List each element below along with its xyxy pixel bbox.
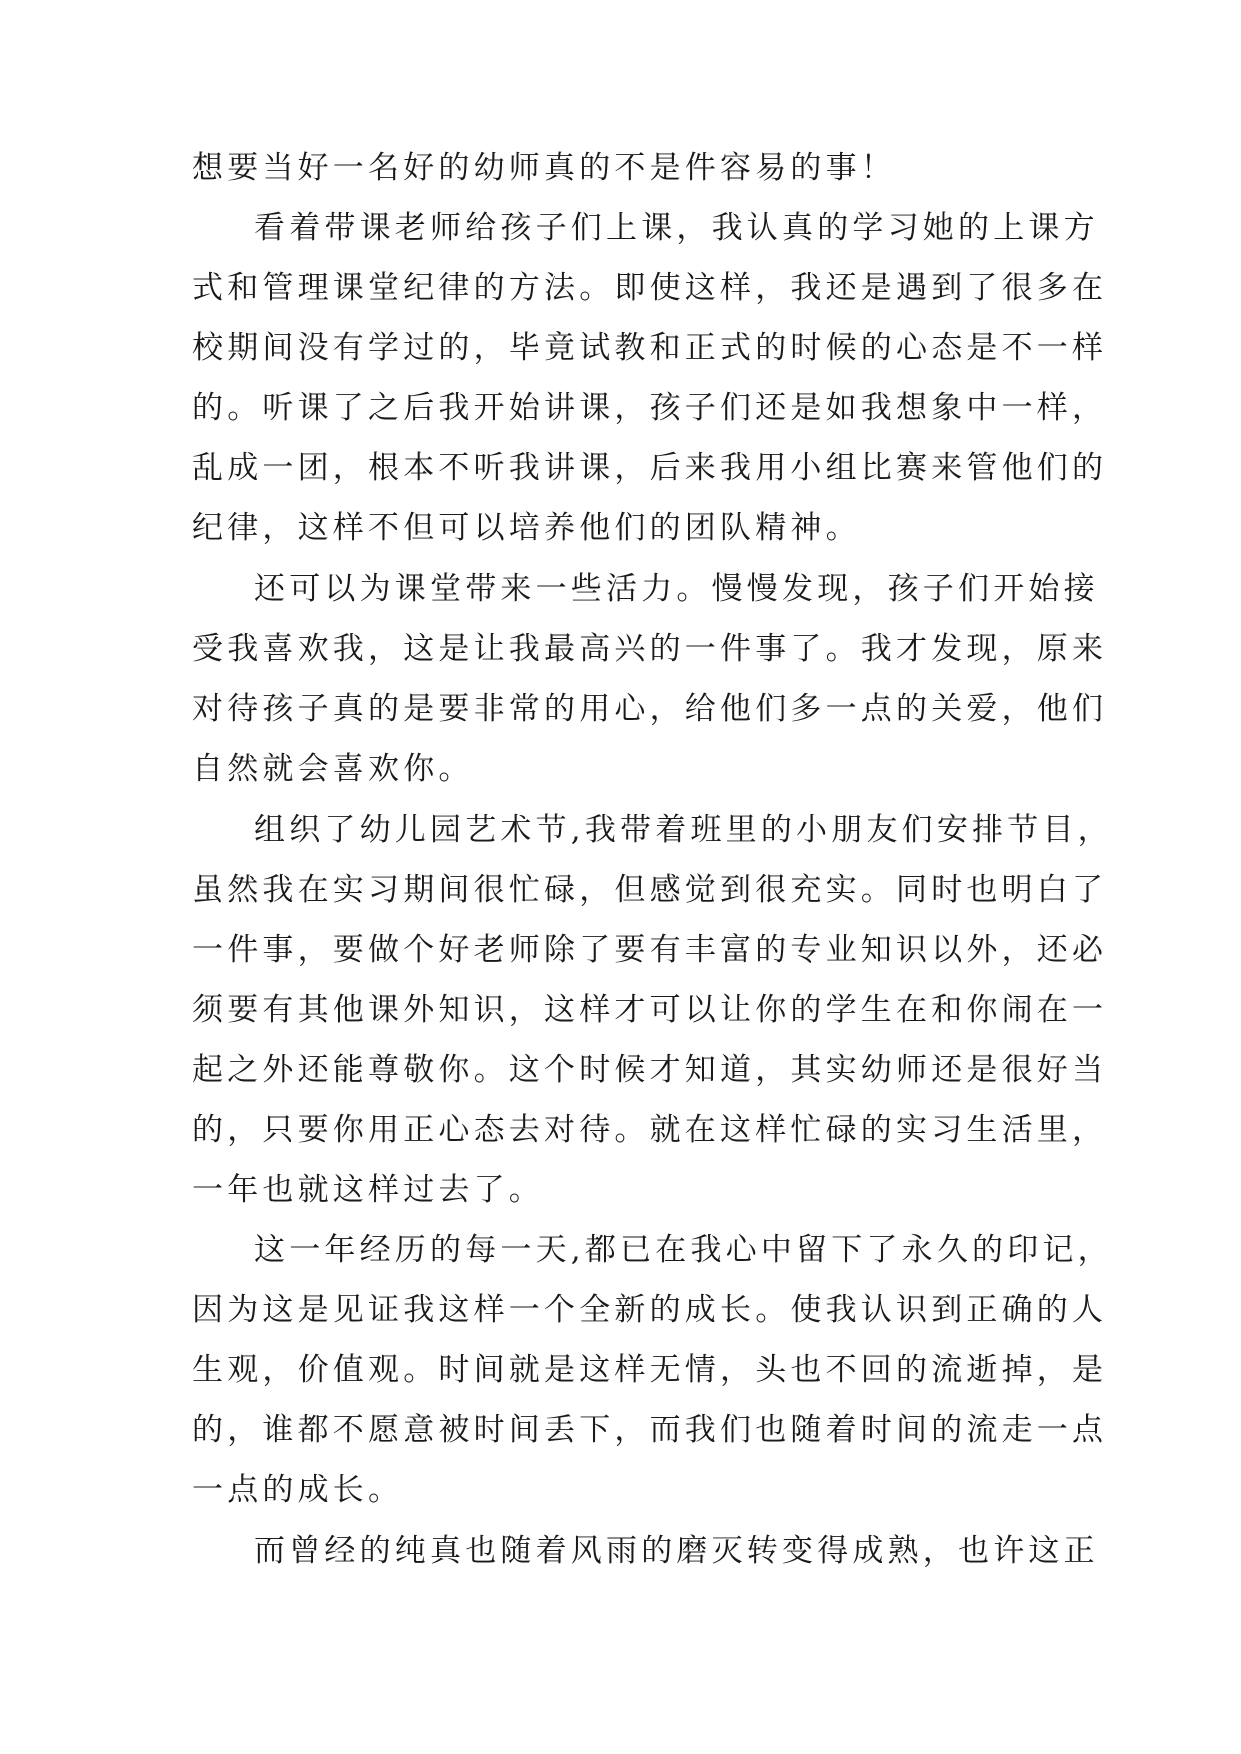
text-line: 一年也就这样过去了。 bbox=[192, 1172, 544, 1208]
text-line: 受我喜欢我，这是让我最高兴的一件事了。我才发现，原来 bbox=[192, 631, 1108, 667]
text-line: 校期间没有学过的，毕竟试教和正式的时候的心态是不一样 bbox=[192, 330, 1108, 366]
text-line: 的。听课了之后我开始讲课，孩子们还是如我想象中一样， bbox=[192, 390, 1108, 426]
text-line: 想要当好一名好的幼师真的不是件容易的事！ bbox=[192, 150, 896, 186]
paragraph-first-line: 看着带课老师给孩子们上课，我认真的学习她的上课方 bbox=[254, 210, 1099, 246]
paragraph-first-line: 还可以为课堂带来一些活力。慢慢发现，孩子们开始接 bbox=[254, 571, 1099, 607]
paragraph-first-line: 这一年经历的每一天,都已在我心中留下了永久的印记， bbox=[254, 1232, 1113, 1268]
text-line: 因为这是见证我这样一个全新的成长。使我认识到正确的人 bbox=[192, 1292, 1108, 1328]
paragraph-first-line: 组织了幼儿园艺术节,我带着班里的小朋友们安排节目， bbox=[254, 812, 1113, 848]
text-line: 起之外还能尊敬你。这个时候才知道，其实幼师还是很好当 bbox=[192, 1052, 1108, 1088]
text-line: 虽然我在实习期间很忙碌，但感觉到很充实。同时也明白了 bbox=[192, 872, 1108, 908]
text-line: 乱成一团，根本不听我讲课，后来我用小组比赛来管他们的 bbox=[192, 450, 1108, 486]
text-line: 的，谁都不愿意被时间丢下，而我们也随着时间的流走一点 bbox=[192, 1412, 1108, 1448]
paragraph-first-line: 而曾经的纯真也随着风雨的磨灭转变得成熟，也许这正 bbox=[254, 1533, 1099, 1569]
text-line: 一件事，要做个好老师除了要有丰富的专业知识以外，还必 bbox=[192, 932, 1108, 968]
text-line: 须要有其他课外知识，这样才可以让你的学生在和你闹在一 bbox=[192, 992, 1108, 1028]
text-line: 的，只要你用正心态去对待。就在这样忙碌的实习生活里， bbox=[192, 1112, 1108, 1148]
text-line: 式和管理课堂纪律的方法。即使这样，我还是遇到了很多在 bbox=[192, 270, 1108, 306]
text-line: 自然就会喜欢你。 bbox=[192, 751, 474, 787]
text-line: 生观，价值观。时间就是这样无情，头也不回的流逝掉，是 bbox=[192, 1352, 1108, 1388]
text-line: 纪律，这样不但可以培养他们的团队精神。 bbox=[192, 510, 861, 546]
text-line: 对待孩子真的是要非常的用心，给他们多一点的关爱，他们 bbox=[192, 691, 1108, 727]
text-line: 一点的成长。 bbox=[192, 1472, 404, 1508]
